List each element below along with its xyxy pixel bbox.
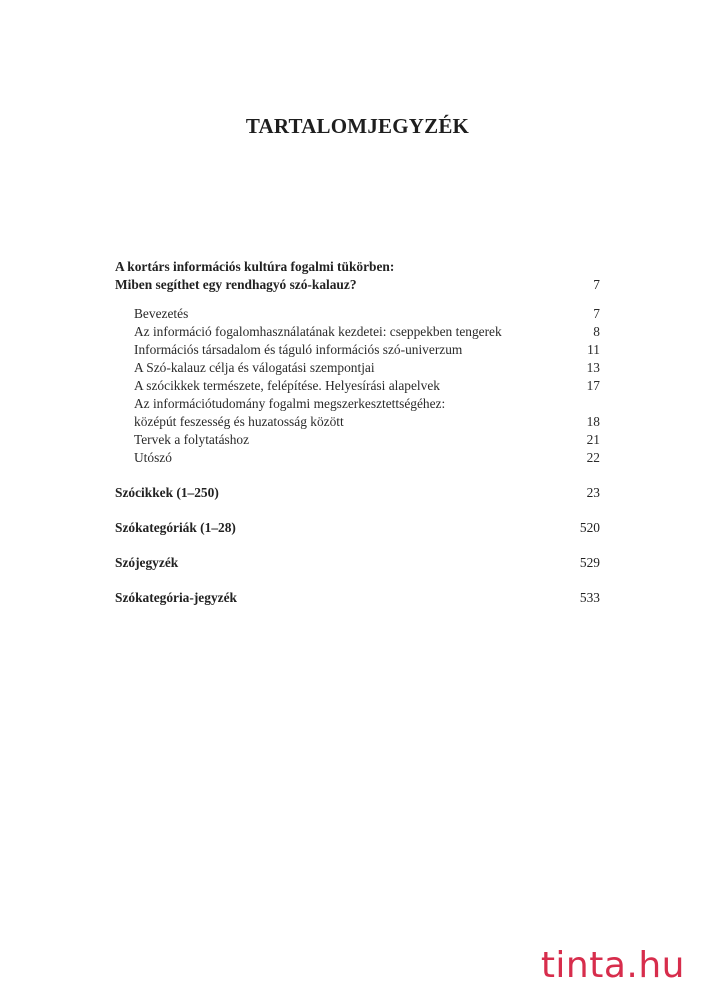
toc-subsection bbox=[115, 305, 600, 323]
toc-subsection-page: 11 bbox=[587, 342, 600, 357]
toc-main-section-page: 23 bbox=[586, 485, 600, 500]
toc-subsection-page: 21 bbox=[586, 432, 600, 447]
page-title: TARTALOMJEGYZÉK bbox=[245, 114, 470, 138]
toc-subsection-title: Információs társadalom és táguló információs szó-univerzum bbox=[134, 342, 463, 357]
toc-subsection-title: A Szó-kalauz célja és válogatási szempontjai bbox=[134, 360, 375, 375]
toc-subsection bbox=[115, 395, 600, 413]
toc-main-section bbox=[115, 589, 600, 607]
toc-main-section-title: Szócikkek (1–250) bbox=[115, 485, 219, 500]
toc-subsection-page: 8 bbox=[593, 324, 600, 339]
toc-main-section-title: Szókategóriák (1–28) bbox=[115, 520, 236, 535]
toc-subsection bbox=[115, 323, 600, 341]
toc-subsection-page: 17 bbox=[586, 378, 600, 393]
toc-subsection-title: Tervek a folytatáshoz bbox=[134, 432, 250, 447]
toc-subsection-title: Utószó bbox=[134, 450, 172, 465]
toc-main-section bbox=[115, 519, 600, 537]
toc-main-section-page: 533 bbox=[579, 590, 600, 605]
toc-main-section-page: 529 bbox=[579, 555, 600, 570]
toc-main-section bbox=[115, 554, 600, 572]
toc-intro-heading-line-1 bbox=[115, 258, 600, 276]
toc-subsection-page: 18 bbox=[586, 414, 600, 429]
toc-subsection-page: 22 bbox=[586, 450, 600, 465]
toc-subsection-title: Az információ fogalomhasználatának kezdetei: cseppekben tengerek bbox=[134, 324, 502, 339]
toc-subsection-title: Bevezetés bbox=[134, 306, 189, 321]
toc-intro-heading-line-2 bbox=[115, 276, 600, 294]
toc-subsection bbox=[115, 341, 600, 359]
toc-main-section bbox=[115, 484, 600, 502]
toc-subsection-page: 7 bbox=[593, 306, 600, 321]
toc-subsection-page: 13 bbox=[586, 360, 600, 375]
toc-subsection-title: Az információtudomány fogalmi megszerkesztettségéhez: bbox=[134, 396, 446, 411]
toc-subsection-title: középút feszesség és huzatosság között bbox=[134, 414, 344, 429]
toc-subsection-title: A szócikkek természete, felépítése. Helyesírási alapelvek bbox=[134, 378, 440, 393]
toc-subsection bbox=[115, 431, 600, 449]
table-of-contents bbox=[115, 258, 600, 607]
toc-main-section-title: Szókategória-jegyzék bbox=[115, 590, 237, 605]
toc-subsection bbox=[115, 449, 600, 467]
toc-subsection bbox=[115, 377, 600, 395]
toc-intro-page-number: 7 bbox=[593, 277, 600, 292]
toc-intro-heading-text-2: Miben segíthet egy rendhagyó szó-kalauz? bbox=[115, 277, 357, 292]
toc-main-section-page: 520 bbox=[579, 520, 600, 535]
toc-intro-heading-text-1: A kortárs információs kultúra fogalmi tükörben: bbox=[115, 259, 395, 274]
toc-subsection bbox=[115, 413, 600, 431]
toc-subsection bbox=[115, 359, 600, 377]
toc-main-section-title: Szójegyzék bbox=[115, 555, 179, 570]
watermark-logo: tinta.hu bbox=[540, 945, 685, 986]
